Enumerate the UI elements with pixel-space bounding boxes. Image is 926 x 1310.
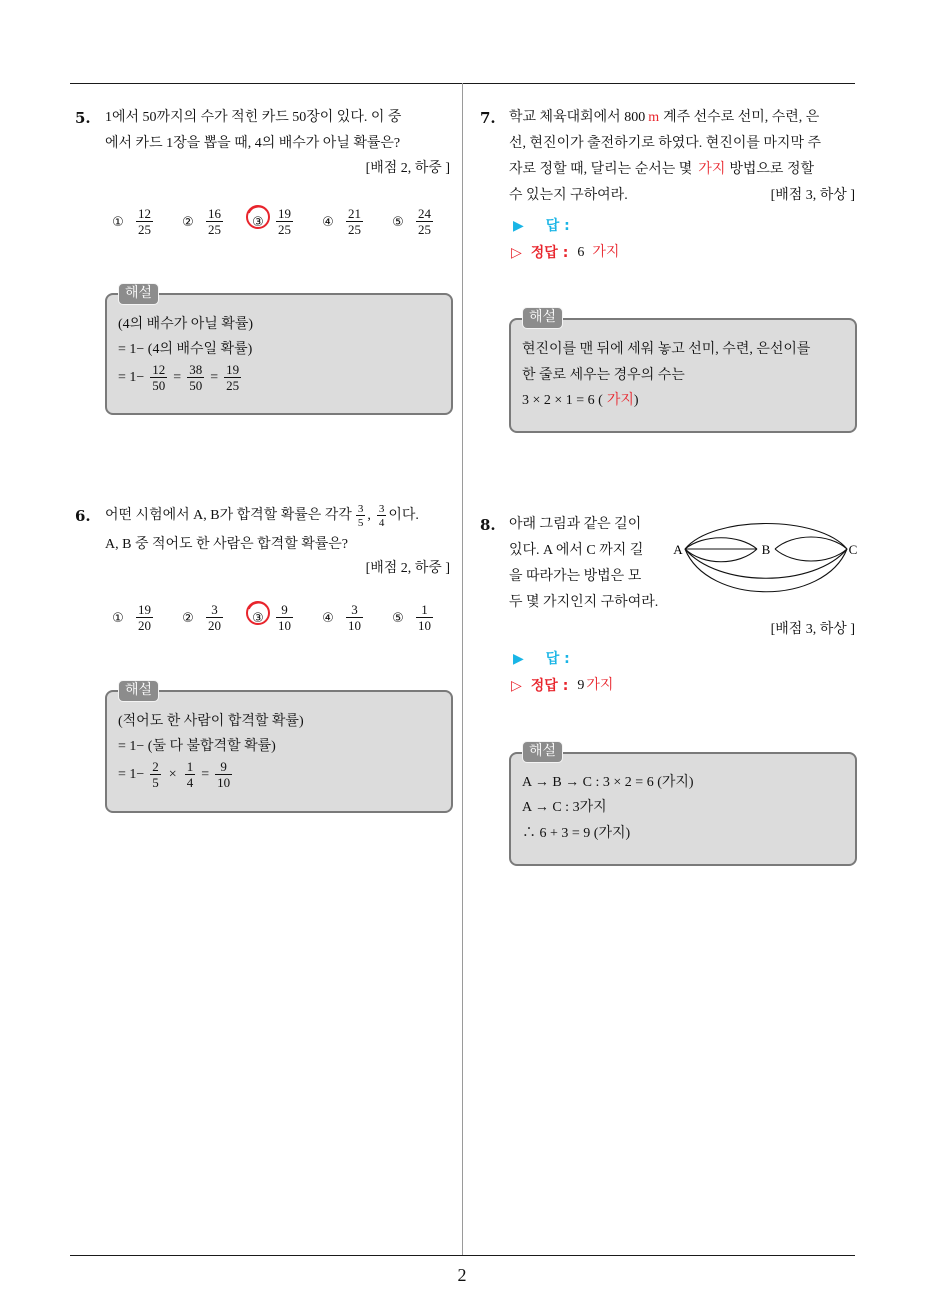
- question-number: 6.: [75, 507, 91, 525]
- choice-fraction: [416, 207, 433, 237]
- denominator: 10: [418, 618, 431, 633]
- answer-circle-icon: [244, 599, 272, 627]
- hollow-triangle-icon: ▷: [511, 245, 522, 261]
- choice-1: [110, 206, 180, 238]
- score-label: [배점 3, 하상 ]: [770, 188, 855, 203]
- answer-choices: [110, 206, 460, 238]
- question-text: 이다.: [388, 508, 419, 523]
- choice-number: ④: [322, 610, 334, 626]
- question-text: 학교 체육대회에서 800: [509, 110, 646, 125]
- correct-answer-row: [511, 244, 619, 262]
- correct-answer-label: 정답 :: [530, 245, 569, 261]
- explanation-tab: 해설: [522, 741, 563, 763]
- question-number: 5.: [75, 109, 91, 127]
- fraction: [187, 363, 204, 393]
- choice-5: [390, 602, 460, 634]
- explanation-line: = 1− (4의 배수일 확률): [118, 342, 253, 357]
- numerator: 3: [357, 503, 364, 515]
- denominator: 25: [418, 222, 431, 237]
- fraction: [150, 760, 161, 790]
- path-a-b-lower: [685, 549, 757, 562]
- bottom-rule: [70, 1255, 855, 1256]
- denominator: 25: [278, 222, 291, 237]
- equation-lead: = 1−: [118, 767, 145, 782]
- numerator: 21: [348, 206, 361, 221]
- answer-label: 답 :: [545, 218, 570, 234]
- explanation-line: = 1− (둘 다 불합격할 확률): [118, 739, 276, 754]
- play-triangle-icon: ▶: [513, 651, 524, 667]
- correct-answer-value: 6: [577, 245, 585, 260]
- choice-fraction: [206, 207, 223, 237]
- equation-text: 3 × 2 × 1 = 6 (: [522, 393, 603, 408]
- question-number: 8.: [480, 516, 496, 534]
- answer-label: 답 :: [545, 651, 570, 667]
- numerator: 1: [186, 759, 194, 774]
- question-text: 방법으로 정할: [729, 162, 815, 177]
- numerator: 3: [378, 503, 385, 515]
- explanation-line: (적어도 한 사람이 합격할 확률): [118, 714, 304, 729]
- choice-1: [110, 602, 180, 634]
- answer-choices: [110, 602, 460, 634]
- choice-3: [250, 206, 320, 238]
- explanation-equation: [118, 362, 241, 394]
- explanation-line: A → B → C : 3 × 2 = 6 (가지): [522, 775, 694, 790]
- explanation-line: 한 줄로 세우는 경우의 수는: [522, 368, 685, 383]
- denominator: 50: [152, 378, 166, 393]
- answer-circle-icon: [244, 203, 272, 231]
- denominator: 10: [217, 775, 231, 790]
- denominator: 25: [138, 222, 151, 237]
- choice-4: [320, 602, 390, 634]
- question-text-line: 있다. A 에서 C 까지 길: [509, 543, 644, 558]
- question-text: 어떤 시험에서 A, B가 합격할 확률은 각각: [105, 508, 352, 523]
- choice-number: ⑤: [392, 214, 404, 230]
- denominator: 10: [278, 618, 291, 633]
- point-label-a: A: [673, 542, 683, 557]
- numerator: 9: [281, 602, 288, 617]
- explanation-tab: 해설: [118, 680, 159, 702]
- choice-5: [390, 206, 460, 238]
- path-b-c-upper: [775, 537, 847, 549]
- question-text-line: 을 따라가는 방법은 모: [509, 569, 642, 584]
- denominator: 10: [348, 618, 361, 633]
- explanation-equation: [118, 759, 232, 791]
- denominator: 20: [138, 618, 151, 633]
- numerator: 3: [351, 602, 358, 617]
- point-label-c: C: [848, 542, 858, 557]
- choice-3: [250, 602, 320, 634]
- question-text-line: 수 있는지 구하여라.: [509, 188, 628, 203]
- numerator: 19: [226, 362, 240, 377]
- operator: ×: [168, 767, 177, 782]
- choice-2: [180, 206, 250, 238]
- equation-text: ): [633, 393, 639, 408]
- column-divider: [462, 83, 463, 1255]
- correct-answer-unit: 가지: [586, 678, 614, 693]
- page-number: 2: [457, 1265, 467, 1285]
- choice-number: ②: [182, 610, 194, 626]
- choice-number: ⑤: [392, 610, 404, 626]
- score-label: [배점 2, 하중 ]: [365, 161, 450, 176]
- denominator: 20: [208, 618, 221, 633]
- fraction: [356, 503, 366, 529]
- explanation-tab: 해설: [522, 307, 563, 329]
- play-triangle-icon: ▶: [513, 218, 524, 234]
- choice-number: ①: [112, 610, 124, 626]
- denominator: 25: [348, 222, 361, 237]
- correct-answer-unit: 가지: [592, 245, 620, 260]
- fraction: [150, 363, 167, 393]
- denominator: 4: [186, 775, 194, 790]
- unit-highlight: m: [648, 110, 660, 125]
- correct-answer-label: 정답 :: [530, 678, 569, 694]
- numerator: 19: [138, 602, 151, 617]
- numerator: 19: [278, 206, 291, 221]
- question-text-line: 아래 그림과 같은 길이: [509, 517, 642, 532]
- choice-fraction: [136, 603, 153, 633]
- explanation-line: [522, 392, 639, 410]
- choice-4: [320, 206, 390, 238]
- denominator: 4: [378, 517, 385, 529]
- explanation-line: A → C : 3가지: [522, 800, 607, 815]
- question-text: 계주 선수로 선미, 수련, 은: [663, 110, 820, 125]
- equation-lead: = 1−: [118, 370, 145, 385]
- question-number: 7.: [480, 109, 496, 127]
- question-text-line: 에서 카드 1장을 뽑을 때, 4의 배수가 아닐 확률은?: [105, 136, 401, 151]
- choice-number: ②: [182, 214, 194, 230]
- score-label: [배점 3, 하상 ]: [770, 622, 855, 637]
- choice-fraction: [276, 603, 293, 633]
- unit-highlight: 가지: [606, 393, 634, 408]
- numerator: 16: [208, 206, 221, 221]
- choice-fraction: [276, 207, 293, 237]
- numerator: 1: [421, 602, 428, 617]
- point-label-b: B: [761, 542, 771, 557]
- choice-fraction: [346, 603, 363, 633]
- question-text-line: A, B 중 적어도 한 사람은 합격할 확률은?: [105, 537, 348, 552]
- numerator: 12: [138, 206, 151, 221]
- choice-number: ③: [252, 214, 264, 230]
- explanation-tab: 해설: [118, 283, 159, 305]
- question-text-line: [509, 161, 814, 179]
- question-text-line: [509, 109, 819, 127]
- choice-number: ④: [322, 214, 334, 230]
- operator: =: [210, 370, 219, 385]
- denominator: 5: [357, 517, 364, 529]
- question-text: 자로 정할 때, 달리는 순서는 몇: [509, 162, 693, 177]
- numerator: 9: [220, 759, 227, 774]
- fraction: [224, 363, 241, 393]
- answer-row: [513, 650, 570, 668]
- fraction: [185, 760, 196, 790]
- operator: =: [173, 370, 182, 385]
- question-text-line: 두 몇 가지인지 구하여라.: [509, 595, 659, 610]
- separator: ,: [367, 508, 371, 523]
- numerator: 2: [152, 759, 159, 774]
- explanation-line: (4의 배수가 아닐 확률): [118, 317, 254, 332]
- explanation-line: 현진이를 맨 뒤에 세워 놓고 선미, 수련, 은선이를: [522, 342, 811, 357]
- numerator: 3: [211, 602, 218, 617]
- choice-fraction: [136, 207, 153, 237]
- hollow-triangle-icon: ▷: [511, 678, 522, 694]
- denominator: 25: [208, 222, 221, 237]
- path-diagram: [668, 510, 860, 598]
- choice-fraction: [206, 603, 223, 633]
- operator: =: [201, 767, 210, 782]
- denominator: 50: [189, 378, 203, 393]
- choice-number: ①: [112, 214, 124, 230]
- question-text-line: 1에서 50까지의 수가 적힌 카드 50장이 있다. 이 중: [105, 110, 402, 125]
- numerator: 38: [189, 362, 203, 377]
- choice-2: [180, 602, 250, 634]
- numerator: 12: [152, 362, 166, 377]
- correct-answer-row: [511, 677, 613, 695]
- denominator: 25: [226, 378, 240, 393]
- fraction: [215, 760, 232, 790]
- answer-row: [513, 217, 570, 235]
- correct-answer-value: 9: [577, 678, 585, 693]
- fraction: [377, 503, 387, 529]
- numerator: 24: [418, 206, 431, 221]
- explanation-line: ∴ 6 + 3 = 9 (가지): [522, 826, 631, 841]
- choice-number: ③: [252, 610, 264, 626]
- unit-highlight: 가지: [698, 162, 726, 177]
- choice-fraction: [416, 603, 433, 633]
- question-text-line: [105, 500, 419, 532]
- choice-fraction: [346, 207, 363, 237]
- denominator: 5: [152, 775, 159, 790]
- question-text-line: 선, 현진이가 출전하기로 하였다. 현진이를 마지막 주: [509, 136, 822, 151]
- score-label: [배점 2, 하중 ]: [365, 561, 450, 576]
